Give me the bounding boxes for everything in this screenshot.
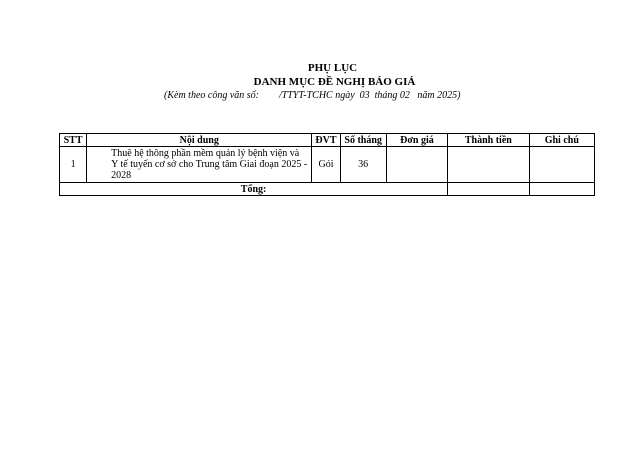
document-title: DANH MỤC ĐỀ NGHỊ BÁO GIÁ xyxy=(253,76,416,88)
header-amount: Thành tiền xyxy=(448,134,529,147)
row-months: 36 xyxy=(340,147,386,183)
row-unit: Gói xyxy=(312,147,340,183)
total-note xyxy=(529,183,594,196)
table-row xyxy=(60,147,595,183)
row-amount xyxy=(448,147,529,183)
header-note: Ghi chú xyxy=(529,134,594,147)
row-note xyxy=(529,147,594,183)
header-months: Số tháng xyxy=(340,134,386,147)
header-content: Nội dung xyxy=(87,134,312,147)
header-stt: STT xyxy=(60,134,87,147)
document-subtitle: (Kèm theo công văn số: /TTYT-TCHC ngày 03 tháng 02 năm 2025) xyxy=(164,90,461,101)
header-unit: ĐVT xyxy=(312,134,340,147)
appendix-title: PHỤ LỤC xyxy=(307,62,358,74)
row-stt: 1 xyxy=(60,147,87,183)
total-amount xyxy=(448,183,529,196)
total-label: Tổng: xyxy=(60,183,448,196)
table-header-row xyxy=(60,134,595,147)
total-row xyxy=(60,183,595,196)
quotation-table xyxy=(59,133,595,196)
header-unit-price: Đơn giá xyxy=(386,134,447,147)
row-content: Thuê hệ thông phần mềm quản lý bệnh viện và Y tế tuyến cơ sở cho Trung tâm Giai đoạn 2025 - 2028 xyxy=(87,147,312,183)
row-unit-price xyxy=(386,147,447,183)
